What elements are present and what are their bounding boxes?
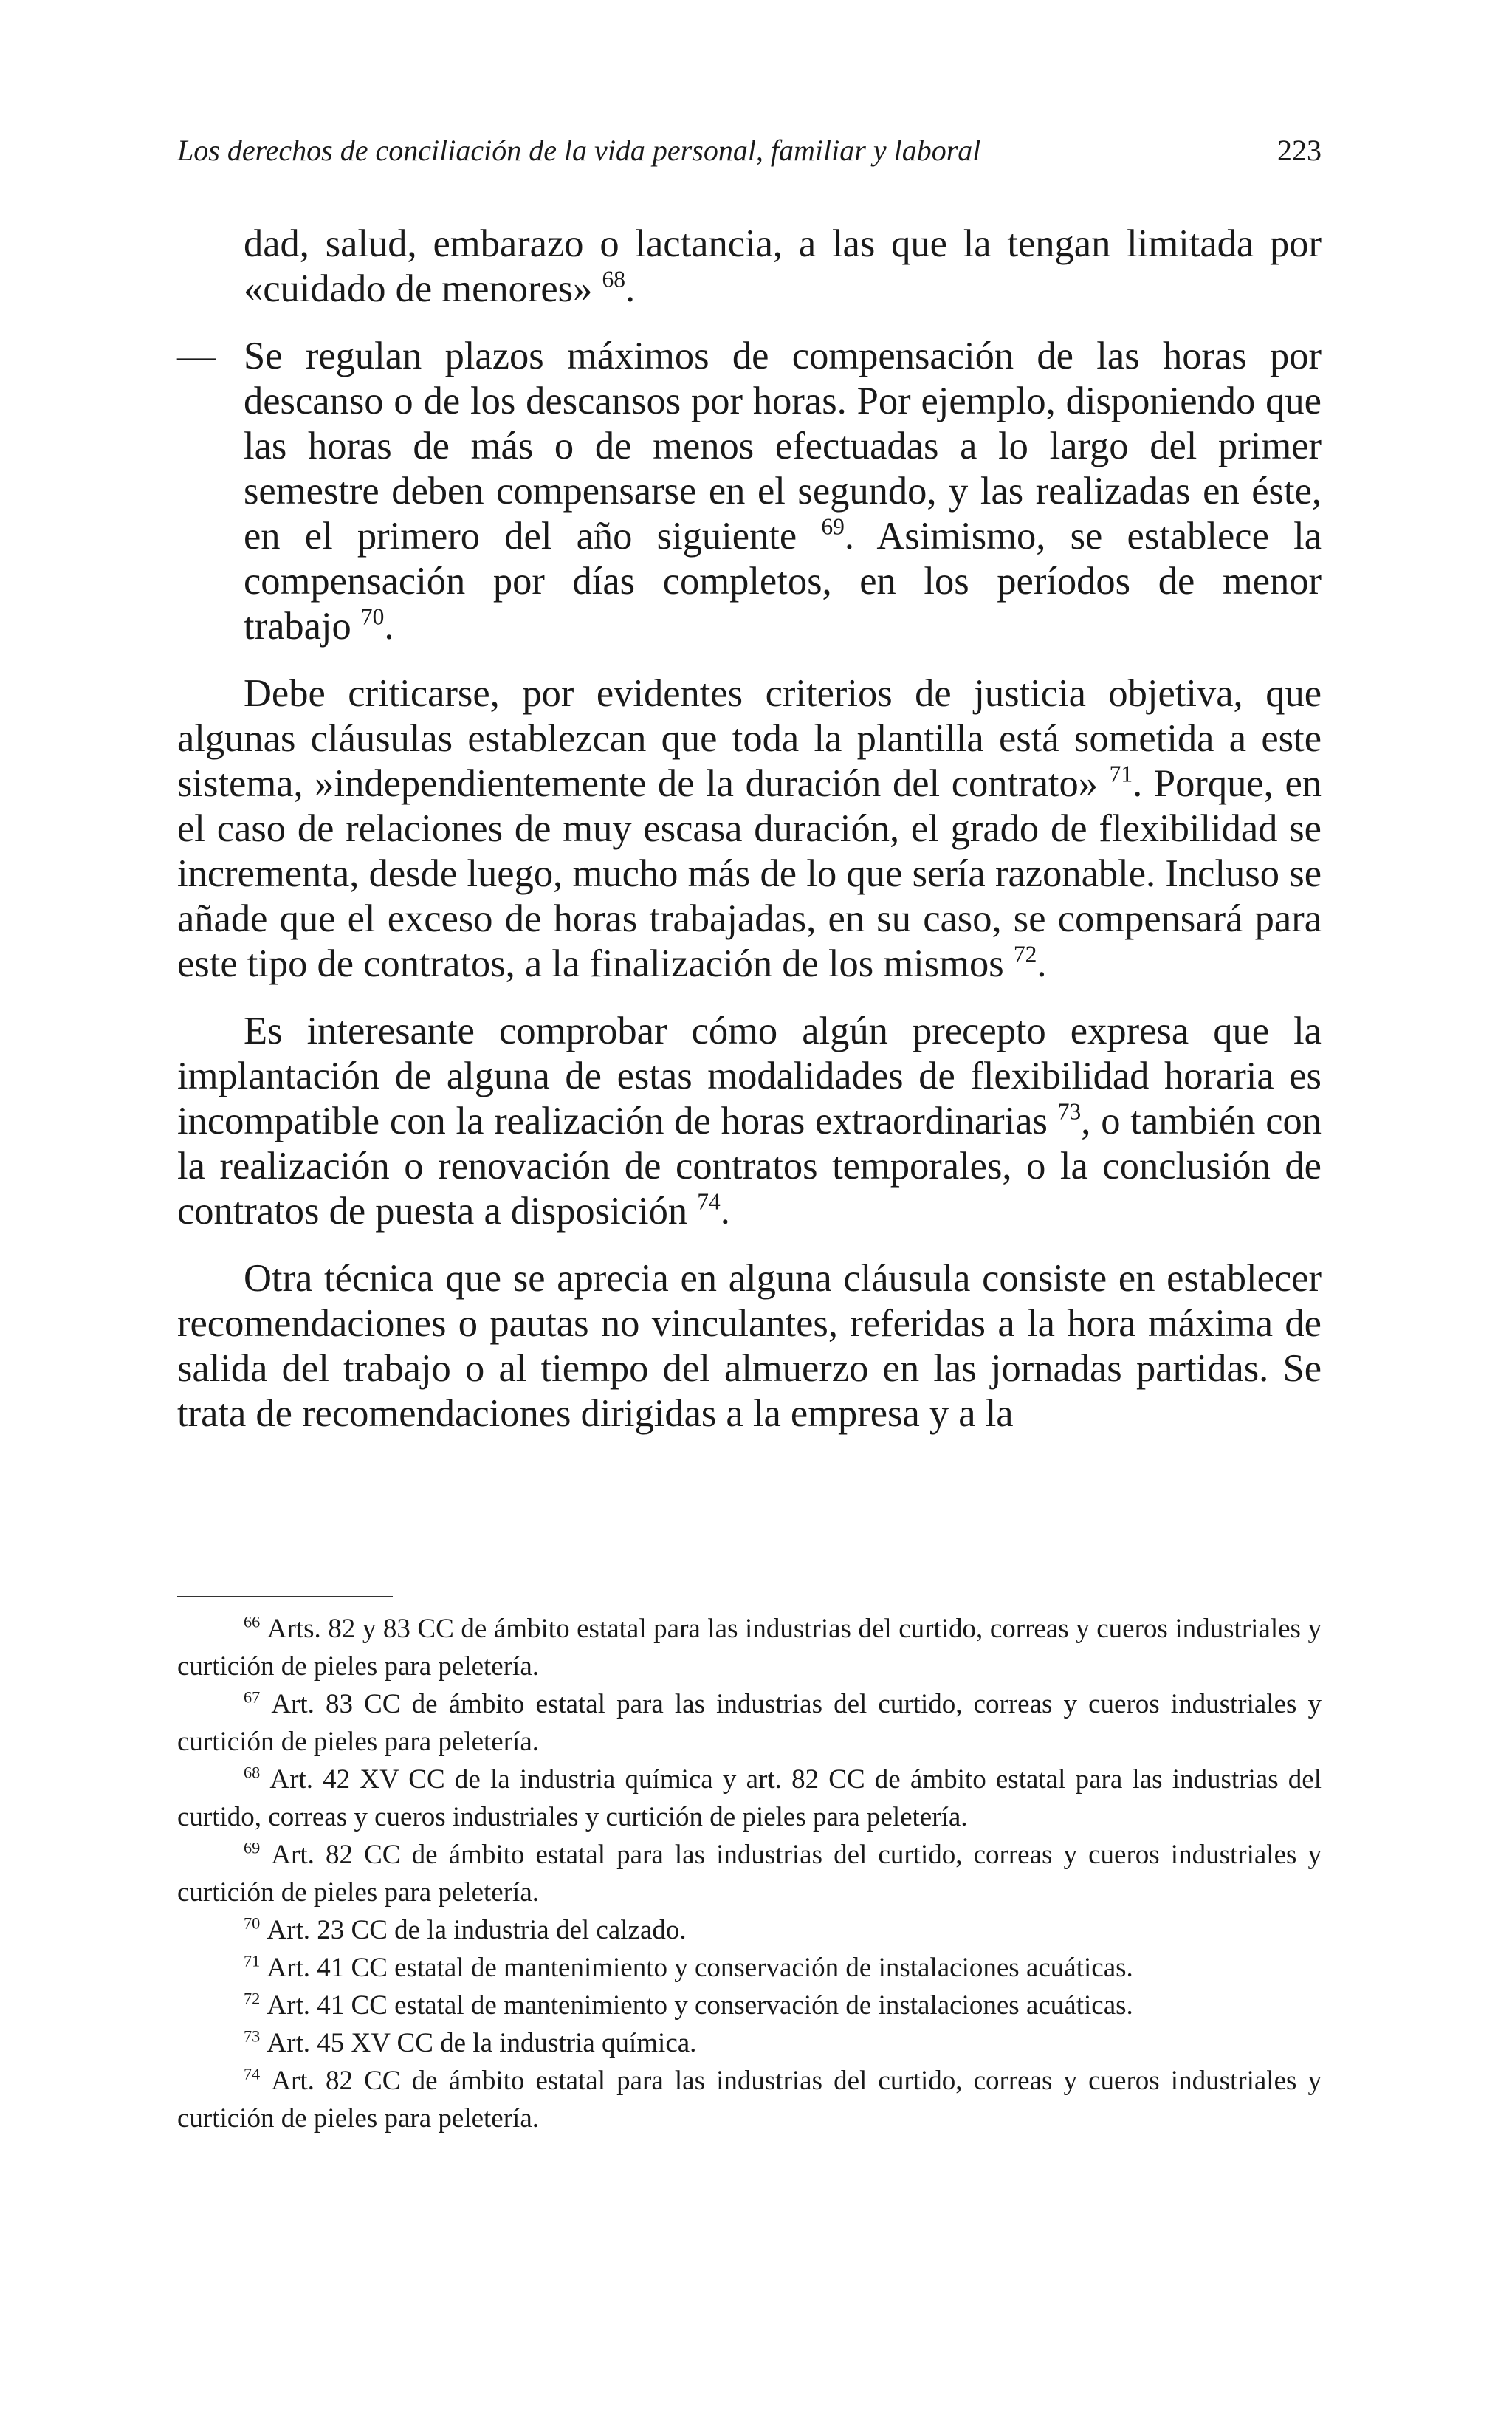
main-text: [177, 222, 1322, 1436]
footnote: $^{67}$ Art. 83 CC de ámbito estatal para las industrias del curtido, correas y cueros industriales y curtición de pieles para peletería.: [177, 1688, 1322, 1757]
footnote-number: 69: [244, 1838, 261, 1857]
paragraph: Debe criticarse, por evidentes criterios de justicia objetiva, que algunas cláusulas establezcan que toda la plantilla está sometida a este sistema, »independientemente de la duración del contrato» $^{71}$. Porque, en el caso de relaciones de muy escasa duración, el grado de flexibilidad se incrementa, desde luego, mucho más de lo que sería razonable. Incluso se añade que el exceso de horas trabajadas, en su caso, se compensará para este tipo de contratos, a la finalización de los mismos $^{72}$.: [177, 672, 1322, 985]
footnote-ref: 72: [1013, 941, 1037, 967]
footnote-ref: 73: [1057, 1098, 1082, 1125]
footnote-separator: [177, 1596, 393, 1597]
page-header: [177, 136, 1322, 165]
footnotes: [177, 1610, 1322, 2137]
list-item-continuation: dad, salud, embarazo o lactancia, a las que la tengan limitada por «cuidado de menores» $^{68}$.: [244, 222, 1322, 310]
page-number: 223: [1277, 134, 1322, 167]
footnote-number: 66: [244, 1612, 261, 1631]
footnote: $^{73}$ Art. 45 XV CC de la industria química.: [244, 2026, 697, 2058]
footnote-ref: 70: [360, 603, 385, 630]
footnote-number: 68: [244, 1763, 261, 1782]
footnote-ref: 69: [821, 513, 845, 540]
list-item: — Se regulan plazos máximos de compensación de las horas por descanso o de los descansos por horas. Por ejemplo, disponiendo que las horas de más o de menos efectuadas a lo largo del primer semestre deben compensarse en el segundo, y las realizadas en éste, en el primero del año siguiente $^{69}$. Asimismo, se establece la compensación por días completos, en los períodos de menor trabajo $^{70}$.: [177, 335, 1322, 648]
footnote-ref: 68: [602, 266, 625, 292]
footnote-number: 67: [244, 1688, 261, 1707]
footnote: $^{72}$ Art. 41 CC estatal de mantenimiento y conservación de instalaciones acuáticas.: [244, 1989, 1133, 2021]
footnote-ref: 71: [1109, 761, 1133, 787]
running-title: Los derechos de conciliación de la vida personal, familiar y laboral: [177, 134, 981, 167]
footnote-number: 74: [244, 2064, 261, 2083]
paragraph: Es interesante comprobar cómo algún precepto expresa que la implantación de alguna de estas modalidades de flexibilidad horaria es incompatible con la realización de horas extraordinarias $^{73}$, o también con la realización o renovación de contratos temporales, o la conclusión de contratos de puesta a disposición $^{74}$.: [177, 1010, 1322, 1233]
footnote-number: 72: [244, 1989, 261, 2008]
footnote-number: 70: [244, 1914, 261, 1933]
footnote: $^{74}$ Art. 82 CC de ámbito estatal para las industrias del curtido, correas y cueros industriales y curtición de pieles para peletería.: [177, 2064, 1322, 2134]
footnote-number: 73: [244, 2026, 261, 2046]
footnote: $^{70}$ Art. 23 CC de la industria del calzado.: [244, 1914, 687, 1945]
footnote: $^{71}$ Art. 41 CC estatal de mantenimiento y conservación de instalaciones acuáticas.: [244, 1951, 1133, 1983]
footnote-ref: 74: [697, 1188, 721, 1215]
footnote: $^{66}$ Arts. 82 y 83 CC de ámbito estatal para las industrias del curtido, correas y cueros industriales y curtición de pieles para peletería.: [177, 1612, 1322, 1682]
list-dash: —: [177, 335, 216, 377]
footnote: $^{68}$ Art. 42 XV CC de la industria química y art. 82 CC de ámbito estatal para las industrias del curtido, correas y cueros industriales y curtición de pieles para peletería.: [177, 1763, 1322, 1832]
paragraph: Otra técnica que se aprecia en alguna cláusula consiste en establecer recomendaciones o pautas no vinculantes, referidas a la hora máxima de salida del trabajo o al tiempo del almuerzo en las jornadas partidas. Se trata de recomendaciones dirigidas a la empresa y a la: [177, 1257, 1322, 1435]
footnote-number: 71: [244, 1951, 261, 1970]
footnote: $^{69}$ Art. 82 CC de ámbito estatal para las industrias del curtido, correas y cueros industriales y curtición de pieles para peletería.: [177, 1838, 1322, 1908]
